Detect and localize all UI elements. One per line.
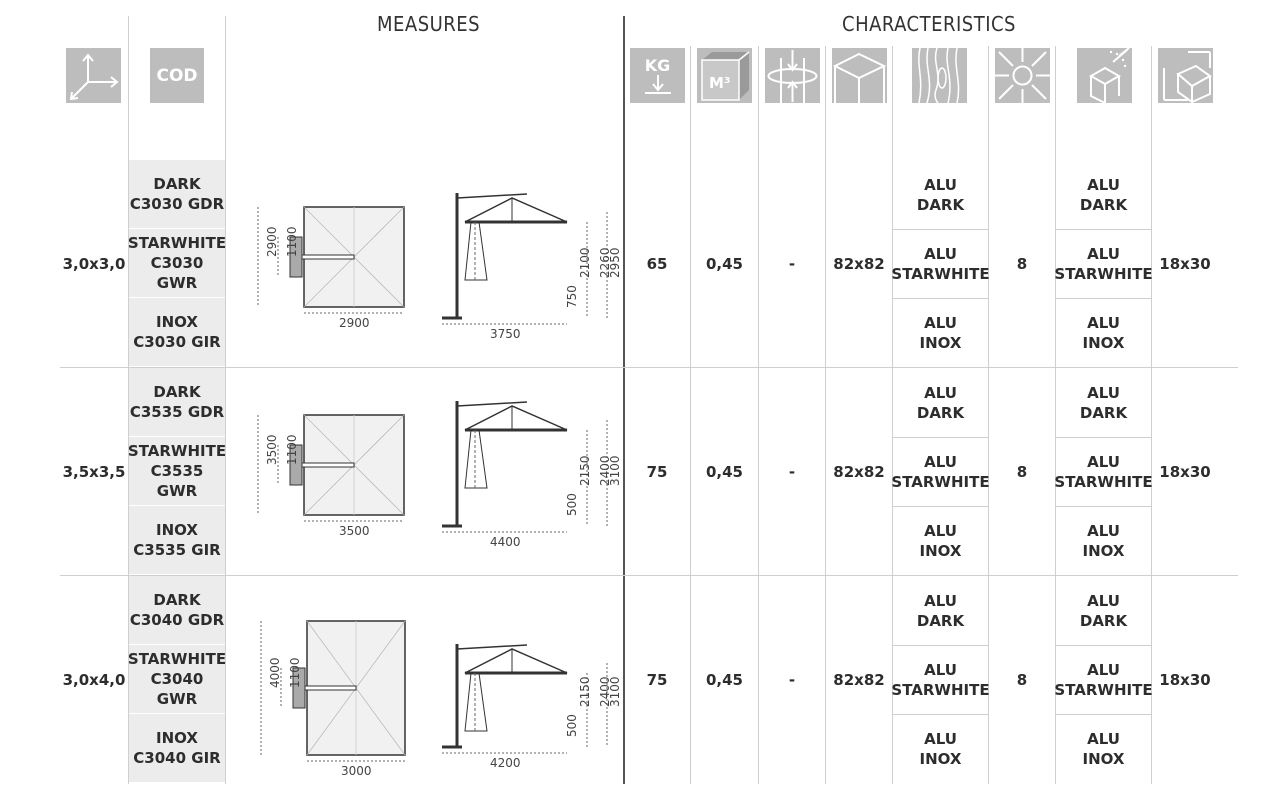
side-view-diagram <box>442 638 622 770</box>
pole-finish-finish-line1: ALU <box>1087 175 1120 194</box>
dimension-bottom-label: 2900 <box>339 316 370 330</box>
dimension-height-label: 2950 <box>608 247 622 278</box>
dimension-arm-label: 1100 <box>285 434 299 465</box>
frame-finish-line2: DARK <box>916 611 965 630</box>
pole-finish-finish-line1: ALU <box>1087 591 1120 610</box>
pole-finish-finish-line2: DARK <box>1079 611 1128 630</box>
product-code <box>129 160 225 228</box>
frame-finish-line1: ALU <box>924 521 957 540</box>
product-code-line1: INOX <box>156 521 198 539</box>
pole-finish-finish <box>1056 298 1151 367</box>
dimension-arm-label: 1100 <box>285 226 299 257</box>
frame-finish-line1: ALU <box>924 175 957 194</box>
pole-finish-finish <box>1056 437 1151 506</box>
frame-finish <box>893 229 988 298</box>
pole-finish-finish-line2: INOX <box>1082 541 1125 560</box>
pole-finish-finish-line1: ALU <box>1087 729 1120 748</box>
m3-value: 0,45 <box>705 254 743 273</box>
product-code <box>129 576 225 644</box>
pole-value: - <box>788 670 796 689</box>
dimension-height-label: 2400 <box>598 676 612 707</box>
product-code <box>129 298 225 366</box>
base-value: 82x82 <box>833 462 885 481</box>
frame-finish-line1: ALU <box>924 313 957 332</box>
dimension-side-label: 3500 <box>265 434 279 465</box>
product-code <box>129 437 225 505</box>
dimension-height-label: 3100 <box>608 455 622 486</box>
dimension-pole-label: 500 <box>565 714 579 737</box>
technical-drawing <box>232 581 622 781</box>
product-code-line2: C3040 GDR <box>129 611 225 629</box>
material-box-icon <box>1077 48 1132 103</box>
product-code <box>129 368 225 436</box>
profile-value: 18x30 <box>1159 670 1211 689</box>
pole-finish-finish-line2: DARK <box>1079 403 1128 422</box>
product-code-line1: STARWHITE <box>127 650 227 668</box>
sun-uv-icon <box>995 48 1050 103</box>
frame-finish <box>893 645 988 714</box>
frame-finish-line2: DARK <box>916 403 965 422</box>
base-value: 82x82 <box>833 670 885 689</box>
side-view-diagram <box>442 395 622 549</box>
dimension-height-label: 2150 <box>578 455 592 486</box>
pole-finish-finish-line2: STARWHITE <box>1054 680 1153 699</box>
frame-finish-line1: ALU <box>924 660 957 679</box>
base-size-icon <box>832 48 887 103</box>
canopy-profile <box>465 649 567 673</box>
ribs-value: 8 <box>1016 670 1028 689</box>
arm <box>305 686 356 690</box>
pole-finish-finish <box>1056 160 1151 229</box>
pole-finish-finish-line2: INOX <box>1082 749 1125 768</box>
product-code-line1: DARK <box>153 591 201 609</box>
pole-finish-finish <box>1056 645 1151 714</box>
m3-value: 0,45 <box>705 670 743 689</box>
dimension-width-label: 4400 <box>490 535 521 549</box>
frame-finish-line1: ALU <box>924 383 957 402</box>
frame-finish <box>893 160 988 229</box>
ribs-value: 8 <box>1016 254 1028 273</box>
product-code-line2: C3030 GIR <box>133 333 221 351</box>
size-label: 3,0x4,0 <box>62 670 126 689</box>
frame-finish-line2: STARWHITE <box>891 264 990 283</box>
frame-finish <box>893 506 988 575</box>
pole-finish-finish-line2: STARWHITE <box>1054 472 1153 491</box>
characteristics-header: CHARACTERISTICS <box>842 12 1016 36</box>
pole-finish-finish <box>1056 229 1151 298</box>
frame-finish <box>893 714 988 783</box>
pole-finish-finish <box>1056 714 1151 783</box>
product-code-line2: C3030 GWR <box>150 254 204 292</box>
product-code <box>129 645 225 713</box>
weight-icon <box>630 48 685 103</box>
dimension-width-label: 3750 <box>490 327 521 341</box>
product-code <box>129 506 225 574</box>
arm <box>302 463 354 467</box>
pole-value: - <box>788 462 796 481</box>
canopy-profile <box>465 406 567 430</box>
hanging-cone <box>465 673 487 731</box>
frame-finish-line1: ALU <box>924 244 957 263</box>
pole-finish-finish-line1: ALU <box>1087 452 1120 471</box>
pole-finish-finish-line1: ALU <box>1087 660 1120 679</box>
arm <box>302 255 354 259</box>
pole-finish-finish <box>1056 506 1151 575</box>
pole-finish-finish <box>1056 576 1151 645</box>
product-code-line1: INOX <box>156 313 198 331</box>
top-arm <box>457 645 527 649</box>
kg-value: 65 <box>646 254 668 273</box>
top-arm <box>457 194 527 198</box>
volume-label: M³ <box>709 74 731 92</box>
pole-finish-finish-line2: STARWHITE <box>1054 264 1153 283</box>
product-code-line2: C3040 GWR <box>150 670 204 708</box>
frame-finish-line2: INOX <box>919 749 962 768</box>
top-view-diagram <box>261 621 405 778</box>
hanging-cone <box>465 430 487 488</box>
frame-finish-line1: ALU <box>924 729 957 748</box>
product-code <box>129 229 225 297</box>
canopy-profile <box>465 198 567 222</box>
dimension-side-label: 4000 <box>268 657 282 688</box>
frame-finish-line1: ALU <box>924 591 957 610</box>
dimension-height-label: 2260 <box>598 247 612 278</box>
pole-value: - <box>788 254 796 273</box>
top-view-diagram <box>258 207 404 330</box>
wood-grain-icon <box>912 48 967 103</box>
base-value: 82x82 <box>833 254 885 273</box>
product-code-line1: DARK <box>153 175 201 193</box>
frame-finish-line2: INOX <box>919 333 962 352</box>
pole-finish-finish-line1: ALU <box>1087 521 1120 540</box>
kg-value: 75 <box>646 462 668 481</box>
dimension-height-label: 2150 <box>578 676 592 707</box>
pole-finish-finish-line2: DARK <box>1079 195 1128 214</box>
cod-icon: COD <box>150 48 204 103</box>
product-code-line2: C3040 GIR <box>133 749 221 767</box>
dimension-arm-label: 1100 <box>288 657 302 688</box>
product-code-line1: INOX <box>156 729 198 747</box>
m3-value: 0,45 <box>705 462 743 481</box>
product-code-line1: STARWHITE <box>127 442 227 460</box>
dimension-height-label: 3100 <box>608 676 622 707</box>
product-code-line2: C3535 GWR <box>150 462 204 500</box>
dimension-pole-label: 750 <box>565 285 579 308</box>
frame-finish <box>893 368 988 437</box>
product-code <box>129 714 225 782</box>
pole-finish-finish-line2: INOX <box>1082 333 1125 352</box>
dimension-width-label: 4200 <box>490 756 521 770</box>
ribs-value: 8 <box>1016 462 1028 481</box>
top-view-diagram <box>258 415 404 538</box>
kg-value: 75 <box>646 670 668 689</box>
product-code-line2: C3535 GIR <box>133 541 221 559</box>
profile-value: 18x30 <box>1159 462 1211 481</box>
volume-icon <box>697 48 752 103</box>
product-code-line1: DARK <box>153 383 201 401</box>
dimension-pole-label: 500 <box>565 493 579 516</box>
hanging-cone <box>465 222 487 280</box>
pole-diameter-icon <box>765 48 820 103</box>
side-view-diagram <box>442 187 622 341</box>
frame-finish-line1: ALU <box>924 452 957 471</box>
dimension-bottom-label: 3000 <box>341 764 372 778</box>
dimension-side-label: 2900 <box>265 226 279 257</box>
frame-finish <box>893 437 988 506</box>
pole-finish-finish <box>1056 368 1151 437</box>
size-label: 3,0x3,0 <box>62 254 126 273</box>
dimension-height-label: 2100 <box>578 247 592 278</box>
pole-finish-finish-line1: ALU <box>1087 244 1120 263</box>
axes-icon <box>66 48 121 103</box>
frame-finish <box>893 576 988 645</box>
frame-finish-line2: INOX <box>919 541 962 560</box>
dimension-cube-icon <box>1158 48 1213 103</box>
product-code-line2: C3030 GDR <box>129 195 225 213</box>
technical-drawing <box>232 165 622 365</box>
pole-finish-finish-line1: ALU <box>1087 313 1120 332</box>
pole-finish-finish-line1: ALU <box>1087 383 1120 402</box>
technical-drawing <box>232 373 622 573</box>
top-arm <box>457 402 527 406</box>
weight-label: KG <box>644 55 671 75</box>
product-code-line2: C3535 GDR <box>129 403 225 421</box>
frame-finish-line2: STARWHITE <box>891 680 990 699</box>
frame-finish-line2: STARWHITE <box>891 472 990 491</box>
frame-finish-line2: DARK <box>916 195 965 214</box>
dimension-height-label: 2400 <box>598 455 612 486</box>
dimension-bottom-label: 3500 <box>339 524 370 538</box>
profile-value: 18x30 <box>1159 254 1211 273</box>
measures-header: MEASURES <box>377 12 481 36</box>
size-label: 3,5x3,5 <box>62 462 126 481</box>
product-code-line1: STARWHITE <box>127 234 227 252</box>
frame-finish <box>893 298 988 367</box>
